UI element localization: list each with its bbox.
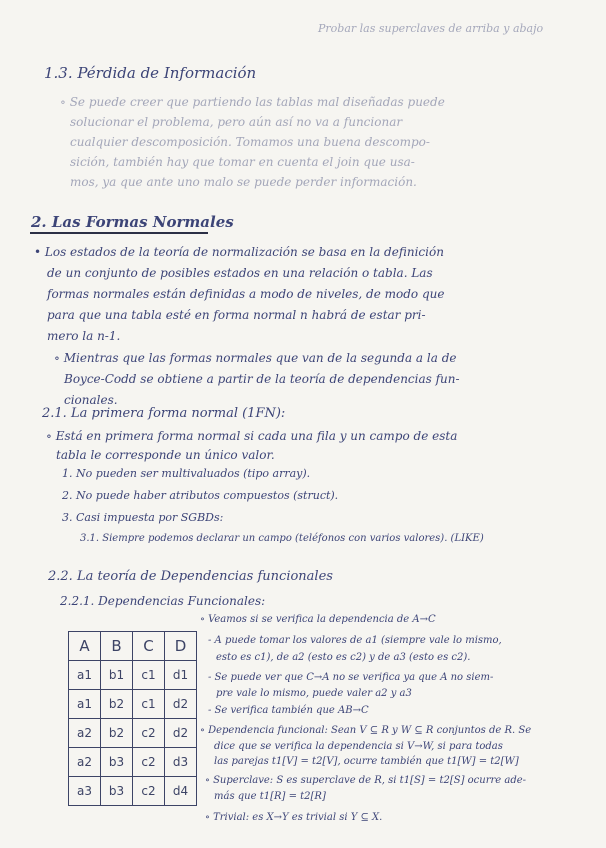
section-2-title: 2. Las Formas Normales: [31, 213, 234, 231]
table-row: [69, 690, 197, 719]
section-2-1-item: 2. No puede haber atributos compuestos (struct).: [62, 489, 339, 502]
table-cell: d1: [165, 661, 197, 690]
table-cell: c2: [133, 748, 165, 777]
right-note: ∘ Trivial: es X→Y es trivial si Y ⊆ X.: [205, 812, 383, 823]
right-note: ∘ Superclave: S es superclave de R, si t1[S] = t2[S] ocurre ade-: [205, 775, 527, 786]
section-1-3-line: ∘ Se puede creer que partiendo las tablas mal diseñadas puede: [60, 95, 445, 109]
right-note: - Se verifica también que AB→C: [208, 705, 369, 716]
table-cell: c1: [133, 690, 165, 719]
table-cell: d4: [165, 777, 197, 806]
right-note: - A puede tomar los valores de a1 (siempre vale lo mismo,: [208, 635, 502, 646]
section-2-2-title: 2.2. La teoría de Dependencias funcionales: [48, 569, 333, 584]
table-cell: a3: [69, 777, 101, 806]
section-1-3-line: solucionar el problema, pero aún así no va a funcionar: [70, 115, 403, 129]
section-2-1-line: ∘ Está en primera forma normal si cada una fila y un campo de esta: [46, 429, 458, 443]
table-header-cell: B: [101, 632, 133, 661]
right-note: más que t1[R] = t2[R]: [214, 791, 326, 802]
right-note: pre vale lo mismo, puede valer a2 y a3: [216, 688, 412, 699]
section-1-3-title: 1.3. Pérdida de Información: [44, 64, 257, 82]
table-cell: c2: [133, 777, 165, 806]
section-2-subline: Boyce-Codd se obtiene a partir de la teoría de dependencias fun-: [64, 372, 460, 386]
table-cell: a1: [69, 690, 101, 719]
right-note: ∘ Dependencia funcional: Sean V ⊆ R y W ⊆ R conjuntos de R. Se: [200, 725, 532, 736]
section-1-3-line: mos, ya que ante uno malo se puede perder información.: [70, 175, 417, 189]
table-header-cell: C: [133, 632, 165, 661]
table-row: [69, 719, 197, 748]
table-cell: d2: [165, 719, 197, 748]
table-cell: b3: [101, 748, 133, 777]
table-cell: b2: [101, 690, 133, 719]
table-cell: b2: [101, 719, 133, 748]
table-row: [69, 748, 197, 777]
section-2-line: formas normales están definidas a modo de niveles, de modo que: [47, 287, 445, 301]
table-cell: d3: [165, 748, 197, 777]
section-2-2-1-title: 2.2.1. Dependencias Funcionales:: [60, 594, 266, 608]
right-note: ∘ Veamos si se verifica la dependencia de A→C: [200, 614, 436, 625]
table-cell: d2: [165, 690, 197, 719]
right-note: esto es c1), de a2 (esto es c2) y de a3 (esto es c2).: [216, 652, 471, 663]
section-2-line: mero la n-1.: [47, 329, 121, 343]
right-note: dice que se verifica la dependencia si V→W, si para todas: [214, 741, 503, 752]
table-cell: a2: [69, 748, 101, 777]
table-cell: b1: [101, 661, 133, 690]
section-2-1-title: 2.1. La primera forma normal (1FN):: [42, 406, 286, 421]
table-header-cell: D: [165, 632, 197, 661]
table-header-cell: A: [69, 632, 101, 661]
table-header-row: [69, 632, 197, 661]
section-2-1-item: 3. Casi impuesta por SGBDs:: [62, 511, 224, 524]
table-cell: a1: [69, 661, 101, 690]
table-cell: c1: [133, 661, 165, 690]
section-1-3-line: cualquier descomposición. Tomamos una buena descompo-: [70, 135, 430, 149]
section-2-subline: ∘ Mientras que las formas normales que van de la segunda a la de: [54, 351, 457, 365]
section-2-1-line: tabla le corresponde un único valor.: [56, 448, 275, 462]
section-2-1-item: 1. No pueden ser multivaluados (tipo array).: [62, 467, 311, 480]
section-2-line: • Los estados de la teoría de normalización se basa en la definición: [34, 245, 444, 259]
top-note: Probar las superclaves de arriba y abajo: [318, 22, 544, 35]
section-2-line: de un conjunto de posibles estados en una relación o tabla. Las: [47, 266, 433, 280]
table-row: [69, 661, 197, 690]
section-2-line: para que una tabla esté en forma normal n habrá de estar pri-: [47, 308, 426, 322]
section-2-1-subitem: 3.1. Siempre podemos declarar un campo (teléfonos con varios valores). (LIKE): [80, 533, 484, 544]
section-1-3-line: sición, también hay que tomar en cuenta el join que usa-: [70, 155, 415, 169]
title-underline: [30, 232, 208, 234]
right-note: las parejas t1[V] = t2[V], ocurre también que t1[W] = t2[W]: [214, 756, 519, 767]
dependency-table: [68, 631, 197, 806]
right-note: - Se puede ver que C→A no se verifica ya que A no siem-: [208, 672, 494, 683]
table-cell: b3: [101, 777, 133, 806]
table-cell: c2: [133, 719, 165, 748]
table-row: [69, 777, 197, 806]
section-2-subline: cionales.: [64, 393, 118, 407]
table-cell: a2: [69, 719, 101, 748]
